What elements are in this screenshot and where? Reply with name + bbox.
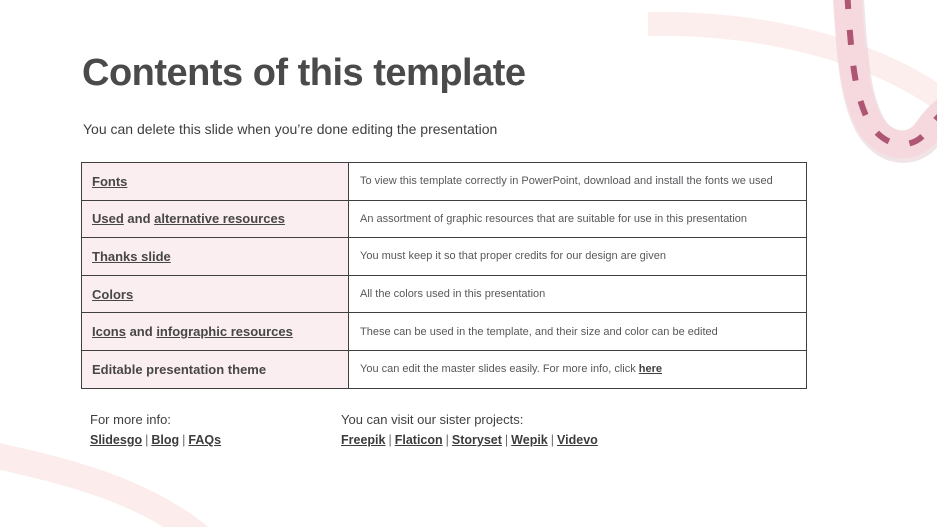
row-desc-text: To view this template correctly in PowerPoint, download and install the fonts we used — [360, 175, 773, 188]
row-desc-cell — [349, 275, 807, 313]
row-label-cell — [82, 200, 349, 238]
row-label-link[interactable]: alternative resources — [154, 211, 285, 227]
separator: | — [145, 433, 149, 447]
row-desc-cell — [349, 313, 807, 351]
separator: | — [550, 433, 555, 447]
row-desc-cell — [349, 200, 807, 238]
slide-subtitle: You can delete this slide when you’re done editing the presentation — [83, 121, 498, 137]
row-label-link[interactable]: infographic resources — [156, 324, 293, 340]
row-label-cell — [82, 350, 349, 388]
footer-sister — [341, 411, 598, 449]
footer-link-faqs[interactable]: FAQs — [188, 433, 222, 447]
table-row — [82, 350, 807, 388]
footer-link-slidesgo[interactable]: Slidesgo — [90, 433, 143, 447]
faint-arc-bottom-left-icon — [0, 452, 215, 527]
row-desc-text: These can be used in the template, and their size and color can be edited — [360, 325, 718, 338]
table-row — [82, 275, 807, 313]
row-label-cell — [82, 163, 349, 201]
row-desc-text: An assortment of graphic resources that are suitable for use in this presentation — [360, 212, 748, 225]
separator: | — [182, 433, 186, 447]
row-label-cell — [82, 238, 349, 276]
row-desc-cell — [349, 163, 807, 201]
footer-link-wepik[interactable]: Wepik — [511, 433, 548, 447]
separator: | — [445, 433, 449, 447]
row-desc-text: You can edit the master slides easily. For more info, click — [360, 363, 639, 376]
row-desc-cell — [349, 238, 807, 276]
contents-table-wrap — [81, 162, 807, 389]
separator: | — [504, 433, 509, 447]
row-label-cell — [82, 313, 349, 351]
footer-info-links — [90, 431, 221, 449]
road-dashes-icon — [847, 0, 937, 144]
footer-link-freepik[interactable]: Freepik — [341, 433, 386, 447]
footer-info — [90, 411, 221, 449]
row-label-link[interactable]: Thanks slide — [92, 248, 171, 264]
row-desc-link[interactable]: here — [638, 363, 663, 376]
table-row — [82, 238, 807, 276]
contents-table-body — [82, 163, 807, 389]
row-label-text: and — [123, 211, 155, 227]
row-desc-cell — [349, 350, 807, 388]
footer-link-storyset[interactable]: Storyset — [451, 433, 502, 447]
page-title: Contents of this template — [82, 52, 526, 94]
faint-arc-top-right-icon — [648, 24, 937, 102]
contents-table — [81, 162, 807, 389]
row-desc-text: You must keep it so that proper credits for our design are given — [360, 250, 666, 263]
footer-sister-heading: You can visit our sister projects: — [341, 412, 524, 427]
footer-link-blog[interactable]: Blog — [151, 433, 180, 447]
table-row — [82, 200, 807, 238]
footer-info-heading: For more info: — [90, 412, 171, 427]
row-label-cell — [82, 275, 349, 313]
row-label-link[interactable]: Icons — [92, 324, 126, 340]
row-label-text: and — [125, 324, 157, 340]
table-row — [82, 163, 807, 201]
row-label-link[interactable]: Used — [92, 211, 124, 227]
footer-sister-links — [341, 431, 598, 449]
road-shadow-icon — [848, 0, 937, 147]
footer-link-videvo[interactable]: Videvo — [557, 433, 598, 447]
table-row — [82, 313, 807, 351]
road-ribbon-icon — [847, 0, 937, 144]
separator: | — [388, 433, 392, 447]
row-label-link[interactable]: Fonts — [92, 173, 128, 189]
row-desc-text: All the colors used in this presentation — [360, 288, 546, 301]
row-label-link[interactable]: Colors — [92, 286, 134, 302]
row-label-text: Editable presentation theme — [92, 361, 267, 377]
footer-link-flaticon[interactable]: Flaticon — [394, 433, 443, 447]
